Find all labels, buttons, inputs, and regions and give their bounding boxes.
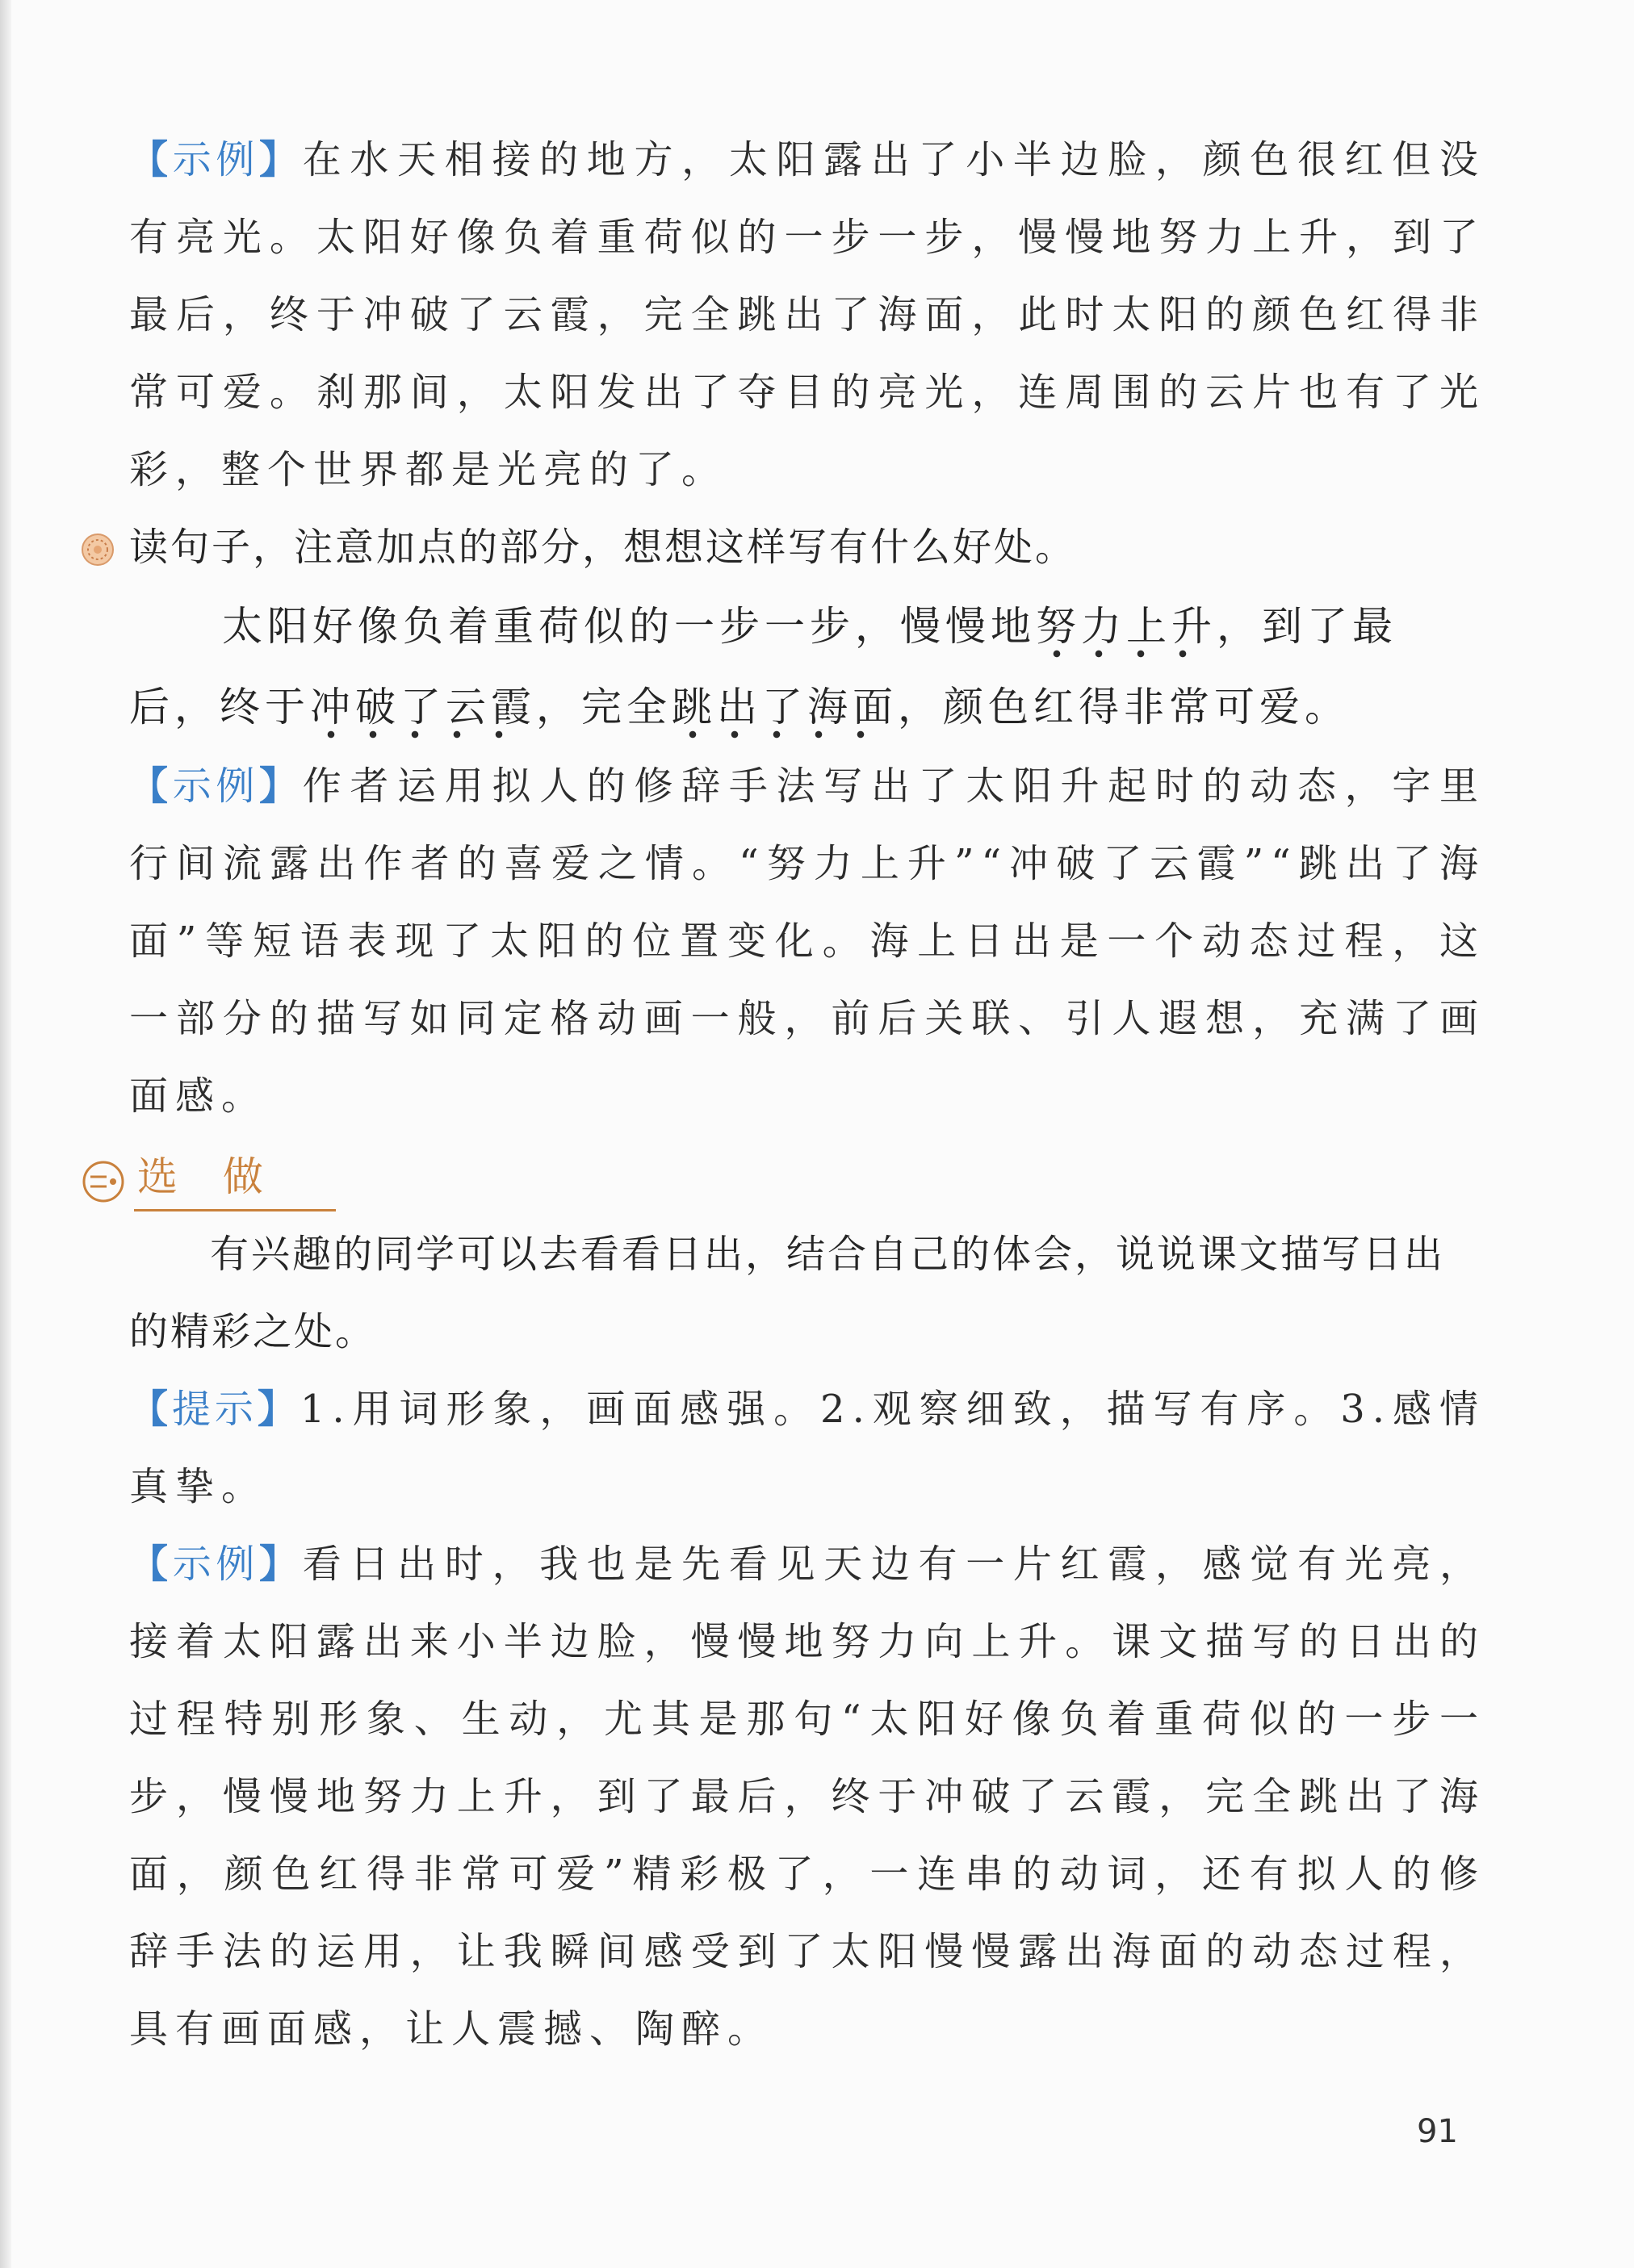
task-text: 有兴趣的同学可以去看看日出，结合自己的体会，说说课文描写日出的精彩之处。 <box>129 1232 1446 1354</box>
example-tag: 【示例】 <box>129 1542 303 1587</box>
hint-tag: 【提示】 <box>129 1387 300 1432</box>
example-paragraph-3 <box>129 1525 1485 2068</box>
example-text: 看日出时，我也是先看见天边有一片红霞，感觉有光亮，接着太阳露出来小半边脸，慢慢地努力向上升。课文描写的日出的过程特别形象、生动，尤其是那句“太阳好像负着重荷似的一步一步，慢慢地努力上升，到了最后，终于冲破了云霞，完全跳出了海面，颜色红得非常可爱”精彩极了，一连串的动词，还有拟人的修辞手法的运用，让我瞬间感受到了太阳慢慢露出海面的动态过程，具有画面感，让人震撼、陶醉。 <box>129 1542 1485 2052</box>
hint-text: 1.用词形象，画面感强。2.观察细致，描写有序。3.感情真挚。 <box>129 1387 1485 1509</box>
section-underline <box>134 1209 336 1211</box>
hint-paragraph <box>129 1370 1485 1525</box>
page-number: 91 <box>1417 2113 1458 2150</box>
example-text: 作者运用拟人的修辞手法写出了太阳升起时的动态，字里行间流露出作者的喜爱之情。“努力上升”“冲破了云霞”“跳出了海面”等短语表现了太阳的位置变化。海上日出是一个动态过程，这一部分的描写如同定格动画一般，前后关联、引人遐想，充满了画面感。 <box>129 764 1485 1119</box>
section-title: 选 做 <box>137 1153 279 1200</box>
dotted-phrase-1: 努力上升 <box>1036 603 1217 663</box>
question-text: 读句子，注意加点的部分，想想这样写有什么好处。 <box>129 525 1077 570</box>
dotted-phrase-2: 冲破了云霞 <box>310 684 536 743</box>
example-tag: 【示例】 <box>129 137 303 182</box>
page-edge-shadow <box>0 0 11 2268</box>
question-row <box>81 508 1485 586</box>
example-paragraph-2 <box>129 747 1485 1135</box>
dash-circle-icon <box>81 1159 126 1204</box>
example-text: 在水天相接的地方，太阳露出了小半边脸，颜色很红但没有亮光。太阳好像负着重荷似的一步一步，慢慢地努力上升，到了最后，终于冲破了云霞，完全跳出了海面，此时太阳的颜色红得非常可爱。刹那间，太阳发出了夺目的亮光，连周围的云片也有了光彩，整个世界都是光亮的了。 <box>129 137 1485 492</box>
dotted-phrase-3: 跳出了海面 <box>672 684 898 743</box>
section-header <box>81 1143 1485 1216</box>
page-content <box>129 121 1485 2068</box>
flower-bullet-icon <box>81 533 115 567</box>
example-paragraph-1 <box>129 121 1485 508</box>
example-tag: 【示例】 <box>129 764 303 809</box>
quoted-sentence: 太阳好像负着重荷似的一步一步，慢慢地努力上升，到了最后，终于冲破了云霞，完全跳出了海面，颜色红得非常可爱。 <box>129 586 1485 747</box>
